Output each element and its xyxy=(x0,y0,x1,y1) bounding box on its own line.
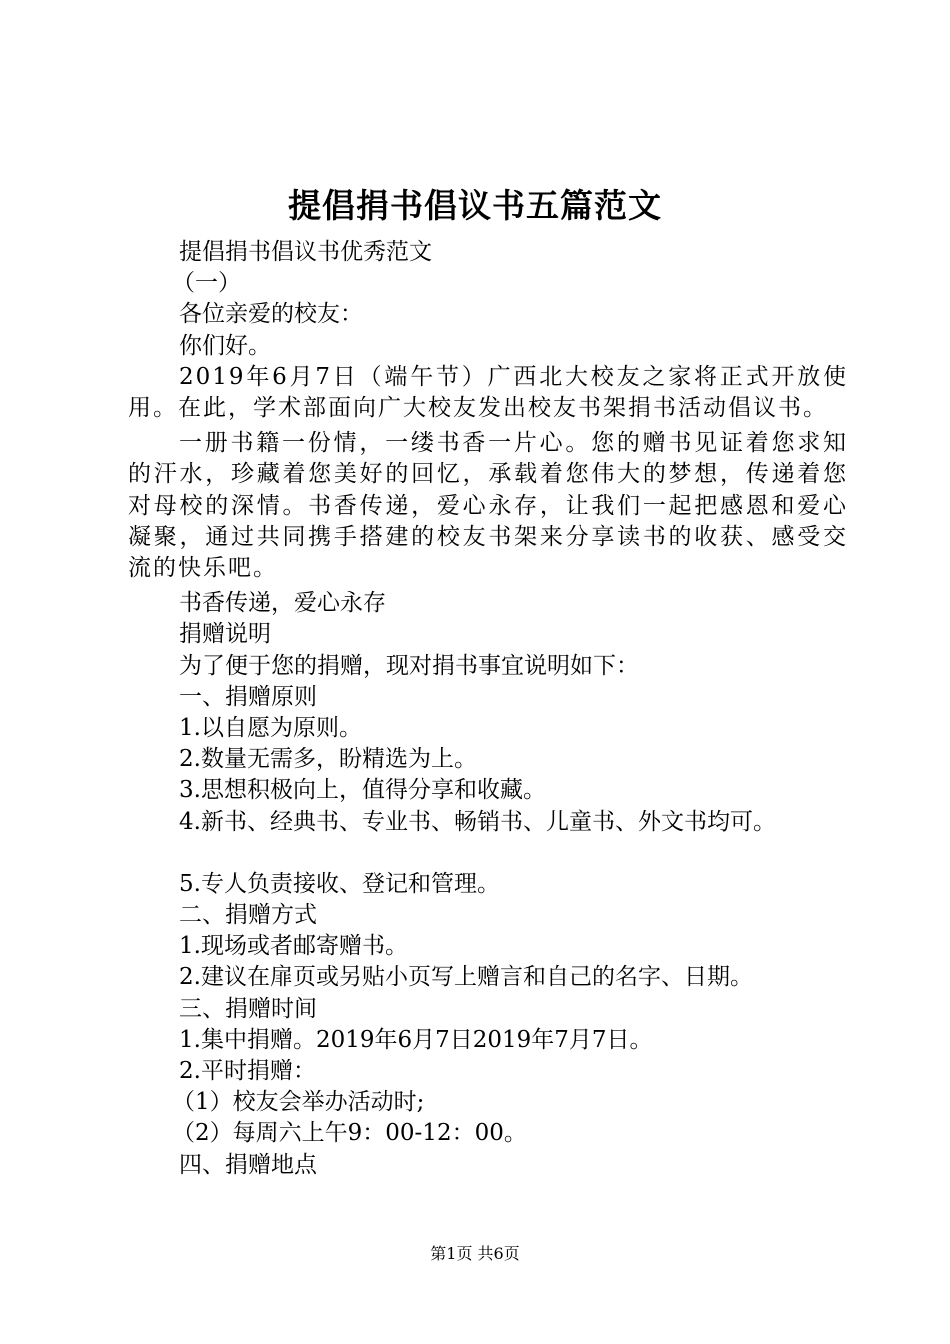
list-item: 2.平时捐赠： xyxy=(179,1058,316,1085)
greeting: 各位亲爱的校友： xyxy=(179,301,363,328)
notes-heading: 捐赠说明 xyxy=(179,621,271,648)
list-item: 2.建议在扉页或另贴小页写上赠言和自己的名字、日期。 xyxy=(179,964,753,991)
document-title: 提倡捐书倡议书五篇范文 xyxy=(288,186,662,225)
document-body xyxy=(128,237,848,1181)
list-item: 1.现场或者邮寄赠书。 xyxy=(179,933,408,960)
list-item: 1.以自愿为原则。 xyxy=(179,715,362,742)
subtitle: 提倡捐书倡议书优秀范文 xyxy=(179,239,432,265)
section-heading-principles: 一、捐赠原则 xyxy=(179,683,317,710)
page-footer: 第1页 共6页 xyxy=(430,1244,520,1263)
list-item: （2）每周六上午9：00-12：00。 xyxy=(172,1120,527,1147)
list-item: 1.集中捐赠。2019年6月7日2019年7月7日。 xyxy=(179,1026,653,1053)
section-heading-location: 四、捐赠地点 xyxy=(179,1151,317,1178)
section-number: （一） xyxy=(172,270,241,297)
paragraph-appeal: 一册书籍一份情，一缕书香一片心。您的赠书见证着您求知的汗水，珍藏着您美好的回忆，承载着您伟大的梦想，传递着您对母校的深情。书香传递，爱心永存，让我们一起把感恩和爱心凝聚，通过共同携手搭建的校友书架来分享读书的收获、感受交流的快乐吧。 xyxy=(128,430,848,582)
list-item: （1）校友会举办活动时; xyxy=(172,1089,425,1116)
list-item: 3.思想积极向上，值得分享和收藏。 xyxy=(179,777,546,804)
blank-line xyxy=(128,838,848,869)
section-heading-methods: 二、捐赠方式 xyxy=(179,902,317,929)
section-heading-time: 三、捐赠时间 xyxy=(179,995,317,1022)
notes-intro: 为了便于您的捐赠，现对捐书事宜说明如下： xyxy=(179,652,639,679)
list-item: 5.专人负责接收、登记和管理。 xyxy=(179,870,500,897)
slogan: 书香传递，爱心永存 xyxy=(179,590,386,617)
paragraph-announcement: 2019年6月7日（端午节）广西北大校友之家将正式开放使用。在此，学术部面向广大校友发出校友书架捐书活动倡议书。 xyxy=(128,363,848,422)
hello-line: 你们好。 xyxy=(179,332,271,359)
list-item: 4.新书、经典书、专业书、畅销书、儿童书、外文书均可。 xyxy=(179,808,776,835)
list-item: 2.数量无需多，盼精选为上。 xyxy=(179,746,477,773)
